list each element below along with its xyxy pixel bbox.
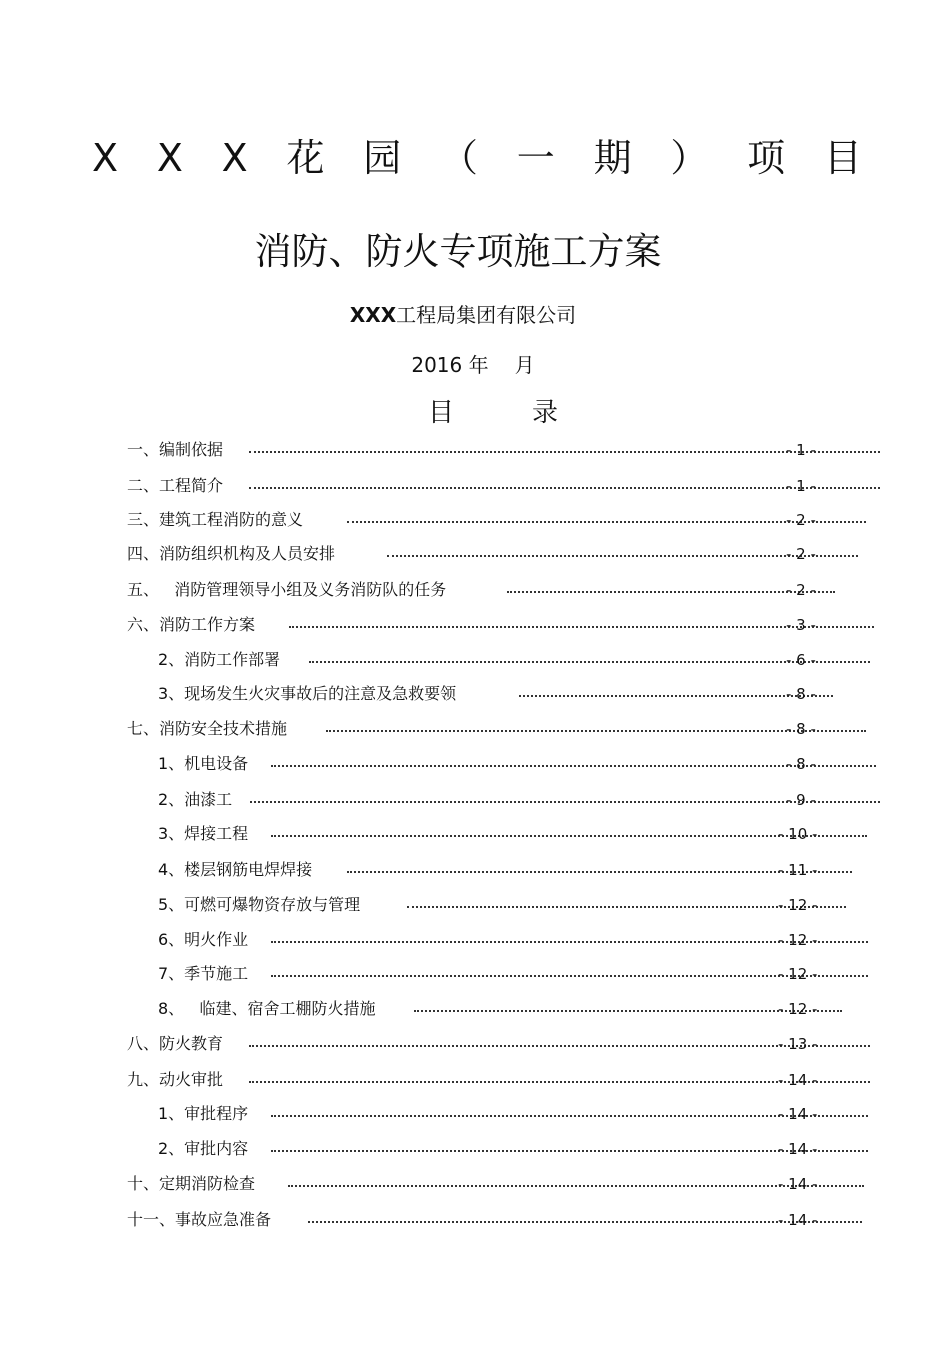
toc-item-label: 5、可燃可爆物资存放与管理 bbox=[158, 895, 361, 914]
toc-item bbox=[158, 997, 842, 1021]
toc-item bbox=[158, 1102, 868, 1126]
company-name-prefix: XXX bbox=[349, 303, 397, 327]
toc-heading-char: 目 bbox=[428, 398, 455, 428]
toc-item bbox=[158, 928, 868, 952]
toc-item-label: 3、焊接工程 bbox=[158, 824, 249, 843]
toc-item-label: 1、机电设备 bbox=[158, 754, 249, 773]
toc-item bbox=[158, 962, 868, 986]
toc-item-page: - 14 - bbox=[778, 1105, 818, 1123]
toc-item bbox=[127, 1068, 870, 1092]
toc-item-page: - 10 - bbox=[778, 825, 818, 843]
toc-item-page: - 12 - bbox=[778, 931, 818, 949]
project-title-char: 花 bbox=[286, 136, 325, 180]
toc-item bbox=[127, 508, 866, 532]
toc-item-label: 2、审批内容 bbox=[158, 1139, 249, 1158]
plan-title: 消防、防火专项施工方案 bbox=[254, 230, 662, 273]
toc-item-label: 九、动火审批 bbox=[127, 1070, 224, 1089]
toc-item-label: 2、消防工作部署 bbox=[158, 650, 281, 669]
date-year: 2016 年 bbox=[411, 353, 489, 377]
toc-item-label: 一、编制依据 bbox=[127, 440, 224, 459]
project-title-char: 期 bbox=[593, 136, 632, 180]
toc-item-page: - 2 - bbox=[786, 511, 816, 529]
toc-item-label: 二、工程简介 bbox=[127, 476, 224, 495]
toc-item-page: - 3 - bbox=[786, 616, 816, 634]
toc-item-page: - 2 - bbox=[786, 545, 816, 563]
toc-item-page: - 6 - bbox=[786, 651, 816, 669]
toc-item-label: 七、消防安全技术措施 bbox=[127, 719, 288, 738]
toc-item bbox=[158, 752, 876, 776]
toc-item-page: - 12 - bbox=[778, 1000, 818, 1018]
project-title-char: 一 bbox=[516, 136, 555, 180]
toc-item-page: - 2 - bbox=[786, 581, 816, 599]
toc-item bbox=[127, 1208, 862, 1232]
toc-item bbox=[127, 1172, 864, 1196]
toc-item-label: 六、消防工作方案 bbox=[127, 615, 256, 634]
toc-heading-char: 录 bbox=[531, 398, 558, 428]
toc-item-label: 8、 临建、宿舍工棚防火措施 bbox=[158, 999, 376, 1018]
project-title-char: ） bbox=[670, 136, 709, 180]
toc-item-label: 6、明火作业 bbox=[158, 930, 249, 949]
toc-item bbox=[127, 1032, 870, 1056]
toc-item-label: 1、审批程序 bbox=[158, 1104, 249, 1123]
toc-item-label: 十一、事故应急准备 bbox=[127, 1210, 272, 1229]
project-title-char: 目 bbox=[823, 136, 862, 180]
toc-item bbox=[127, 578, 835, 602]
project-title-char: 园 bbox=[363, 136, 402, 180]
toc-leader-dots bbox=[249, 1045, 870, 1047]
toc-item bbox=[127, 613, 874, 637]
toc-item bbox=[127, 474, 880, 498]
toc-item bbox=[158, 682, 833, 706]
project-title-char: X bbox=[92, 136, 119, 180]
toc-item bbox=[127, 542, 858, 566]
toc-item-page: - 13 - bbox=[778, 1035, 818, 1053]
toc-item-label: 3、现场发生火灾事故后的注意及急救要领 bbox=[158, 684, 457, 703]
toc-item-label: 4、楼层钢筋电焊焊接 bbox=[158, 860, 313, 879]
toc-item-label: 八、防火教育 bbox=[127, 1034, 224, 1053]
toc-item-page: - 9 - bbox=[786, 791, 816, 809]
toc-item-label: 7、季节施工 bbox=[158, 964, 249, 983]
toc-item-label: 四、消防组织机构及人员安排 bbox=[127, 544, 336, 563]
toc-item bbox=[127, 717, 866, 741]
toc-item-page: - 8 - bbox=[786, 685, 816, 703]
toc-item bbox=[158, 1137, 868, 1161]
toc-leader-dots bbox=[249, 1081, 870, 1083]
toc-leader-dots bbox=[347, 871, 852, 873]
toc-item-label: 2、油漆工 bbox=[158, 790, 233, 809]
toc-item-page: - 8 - bbox=[786, 720, 816, 738]
toc-item-label: 十、定期消防检查 bbox=[127, 1174, 256, 1193]
toc-item bbox=[158, 893, 846, 917]
toc-item-page: - 14 - bbox=[778, 1140, 818, 1158]
project-title-char: X bbox=[221, 136, 248, 180]
project-title-char: 项 bbox=[747, 136, 786, 180]
toc-leader-dots bbox=[326, 730, 866, 732]
date-month: 月 bbox=[514, 353, 535, 377]
toc-item-page: - 14 - bbox=[778, 1211, 818, 1229]
toc-item bbox=[158, 858, 852, 882]
toc-item bbox=[158, 648, 870, 672]
toc-item-page: - 8 - bbox=[786, 755, 816, 773]
toc-item-label: 五、 消防管理领导小组及义务消防队的任务 bbox=[127, 580, 447, 599]
toc-item-page: - 1 - bbox=[786, 441, 816, 459]
toc-item bbox=[158, 822, 867, 846]
toc-item-page: - 14 - bbox=[778, 1071, 818, 1089]
toc-item bbox=[127, 438, 880, 462]
toc-item-page: - 12 - bbox=[778, 965, 818, 983]
toc-item-page: - 1 - bbox=[786, 477, 816, 495]
company-name-rest: 工程局集团有限公司 bbox=[396, 303, 577, 327]
toc-item-page: - 14 - bbox=[778, 1175, 818, 1193]
project-title-char: （ bbox=[440, 136, 479, 180]
toc-item-page: - 11 - bbox=[778, 861, 818, 879]
toc-item-label: 三、建筑工程消防的意义 bbox=[127, 510, 304, 529]
toc-item-page: - 12 - bbox=[778, 896, 818, 914]
toc-item bbox=[158, 788, 880, 812]
project-title-char: X bbox=[156, 136, 183, 180]
